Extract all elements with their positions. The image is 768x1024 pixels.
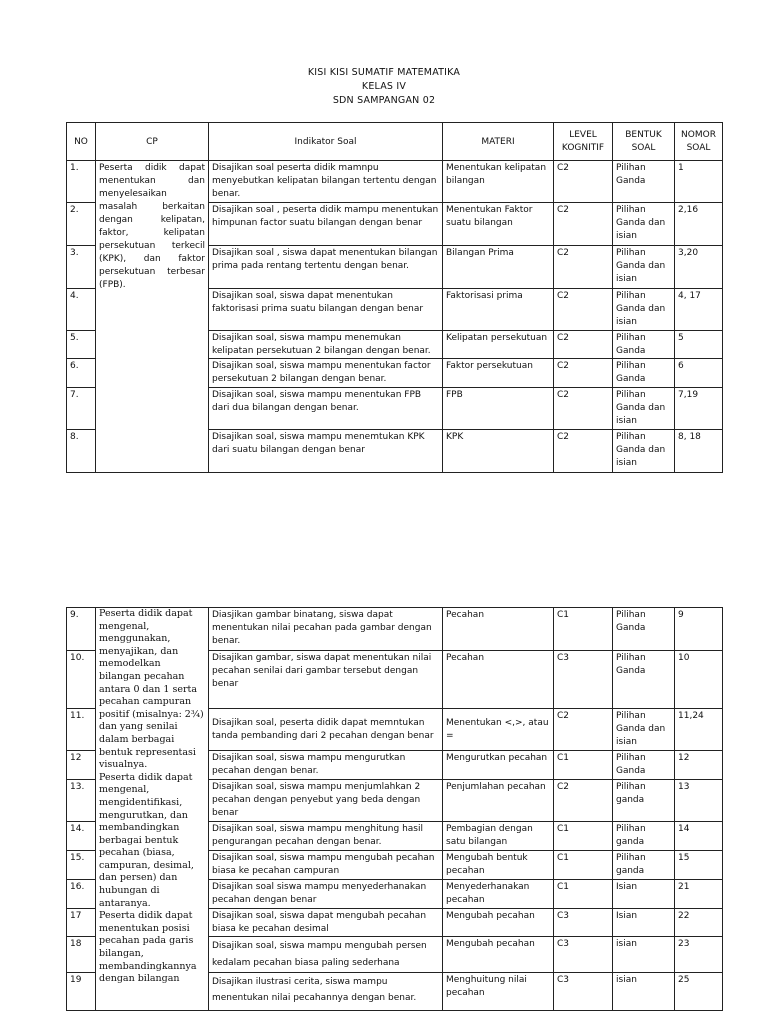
row-nomor: 12 bbox=[675, 751, 723, 780]
row-materi: Faktorisasi prima bbox=[443, 289, 554, 331]
row-indikator: Disajikan soal, siswa mampu menghitung hasil pengurangan pecahan dengan benar. bbox=[209, 822, 443, 851]
row-materi: Menentukan Faktor suatu bilangan bbox=[443, 203, 554, 246]
row-no: 11. bbox=[67, 709, 96, 751]
row-level: C3 bbox=[554, 937, 613, 973]
row-level: C2 bbox=[554, 331, 613, 359]
row-level: C3 bbox=[554, 973, 613, 1011]
row-level: C2 bbox=[554, 709, 613, 751]
row-no: 17 bbox=[67, 909, 96, 937]
row-indikator: Disajikan soal , siswa dapat menentukan bilangan prima pada rentang tertentu dengan benar. bbox=[209, 246, 443, 289]
row-level: C1 bbox=[554, 608, 613, 651]
row-indikator: Disajikan soal, siswa mampu mengubah pecahan biasa ke pecahan campuran bbox=[209, 851, 443, 880]
row-materi: Menghuitung nilai pecahan bbox=[443, 973, 554, 1011]
row-indikator: Disajikan soal, siswa mampu menemukan kelipatan persekutuan 2 bilangan dengan benar. bbox=[209, 331, 443, 359]
row-materi: FPB bbox=[443, 388, 554, 430]
col-header-level: LEVEL KOGNITIF bbox=[554, 123, 613, 161]
row-level: C1 bbox=[554, 751, 613, 780]
row-no: 14. bbox=[67, 822, 96, 851]
row-indikator: Diasjikan gambar binatang, siswa dapat menentukan nilai pecahan pada gambar dengan benar. bbox=[209, 608, 443, 651]
row-no: 6. bbox=[67, 359, 96, 388]
row-level: C2 bbox=[554, 289, 613, 331]
row-bentuk: Isian bbox=[613, 880, 675, 909]
row-bentuk: Pilihan Ganda bbox=[613, 331, 675, 359]
col-header-materi: MATERI bbox=[443, 123, 554, 161]
row-indikator: Disajikan soal, siswa mampu mengurutkan pecahan dengan benar. bbox=[209, 751, 443, 780]
row-materi: Menentukan <,>, atau = bbox=[443, 709, 554, 751]
row-level: C1 bbox=[554, 880, 613, 909]
row-no: 4. bbox=[67, 289, 96, 331]
row-level: C2 bbox=[554, 780, 613, 822]
row-materi: Mengubah pecahan bbox=[443, 909, 554, 937]
grid-table-2 bbox=[66, 607, 723, 1011]
row-bentuk: Pilihan Ganda dan isian bbox=[613, 289, 675, 331]
row-no: 5. bbox=[67, 331, 96, 359]
row-level: C1 bbox=[554, 851, 613, 880]
document-school: SDN SAMPANGAN 02 bbox=[332, 95, 436, 106]
row-materi: Pembagian dengan satu bilangan bbox=[443, 822, 554, 851]
row-indikator: Disajikan soal peserta didik mamnpu menyebutkan kelipatan bilangan tertentu dengan benar. bbox=[209, 161, 443, 203]
row-nomor: 2,16 bbox=[675, 203, 723, 246]
row-nomor: 9 bbox=[675, 608, 723, 651]
col-header-nomor: NOMOR SOAL bbox=[675, 123, 723, 161]
row-nomor: 5 bbox=[675, 331, 723, 359]
row-no: 10. bbox=[67, 651, 96, 709]
row-no: 9. bbox=[67, 608, 96, 651]
row-no: 2. bbox=[67, 203, 96, 246]
row-no: 12 bbox=[67, 751, 96, 780]
row-bentuk: Pilihan Ganda bbox=[613, 608, 675, 651]
row-materi: KPK bbox=[443, 430, 554, 473]
row-nomor: 1 bbox=[675, 161, 723, 203]
row-nomor: 11,24 bbox=[675, 709, 723, 751]
row-bentuk: Pilihan ganda bbox=[613, 780, 675, 822]
row-nomor: 7,19 bbox=[675, 388, 723, 430]
row-indikator: Disajikan soal, siswa mampu mengubah persen kedalam pecahan biasa paling sederhana bbox=[209, 937, 443, 973]
row-materi: Kelipatan persekutuan bbox=[443, 331, 554, 359]
row-nomor: 10 bbox=[675, 651, 723, 709]
row-indikator: Disajikan soal, siswa dapat menentukan faktorisasi prima suatu bilangan dengan benar bbox=[209, 289, 443, 331]
row-level: C3 bbox=[554, 651, 613, 709]
row-bentuk: Pilihan Ganda bbox=[613, 359, 675, 388]
row-level: C2 bbox=[554, 359, 613, 388]
cp-cell: Peserta didik dapat menentukan dan menyelesaikan masalah berkaitan dengan kelipatan, faktor, kelipatan persekutuan terkecil (KPK), dan faktor persekutuan terbesar (FPB). bbox=[96, 161, 209, 473]
row-bentuk: Pilihan ganda bbox=[613, 822, 675, 851]
row-no: 15. bbox=[67, 851, 96, 880]
row-materi: Menyederhanakan pecahan bbox=[443, 880, 554, 909]
row-materi: Mengurutkan pecahan bbox=[443, 751, 554, 780]
row-level: C2 bbox=[554, 246, 613, 289]
cp-text-a: Peserta didik dapat mengenal, menggunakan, menyajikan, dan memodelkan bilangan pecahan antara 0 dan 1 serta pecahan campuran positif (misalnya: 2¾) dan yang senilai dalam berbagai bentuk representasi visualnya. bbox=[99, 608, 204, 771]
row-bentuk: Pilihan ganda bbox=[613, 851, 675, 880]
row-nomor: 14 bbox=[675, 822, 723, 851]
row-materi: Pecahan bbox=[443, 608, 554, 651]
row-materi: Pecahan bbox=[443, 651, 554, 709]
row-nomor: 23 bbox=[675, 937, 723, 973]
row-bentuk: Pilihan Ganda dan isian bbox=[613, 430, 675, 473]
row-indikator: Disajikan soal, siswa mampu menentukan factor persekutuan 2 bilangan dengan benar. bbox=[209, 359, 443, 388]
row-nomor: 3,20 bbox=[675, 246, 723, 289]
row-indikator: Disajikan soal, siswa mampu menentukan FPB dari dua bilangan dengan benar. bbox=[209, 388, 443, 430]
row-no: 19 bbox=[67, 973, 96, 1011]
row-materi: Faktor persekutuan bbox=[443, 359, 554, 388]
table-row bbox=[67, 161, 723, 203]
row-nomor: 21 bbox=[675, 880, 723, 909]
row-no: 8. bbox=[67, 430, 96, 473]
row-level: C2 bbox=[554, 161, 613, 203]
grid-table-1 bbox=[66, 122, 723, 473]
row-level: C1 bbox=[554, 822, 613, 851]
row-no: 1. bbox=[67, 161, 96, 203]
row-materi: Bilangan Prima bbox=[443, 246, 554, 289]
row-indikator: Disajikan soal, siswa dapat mengubah pecahan biasa ke pecahan desimal bbox=[209, 909, 443, 937]
row-bentuk: Pilihan Ganda bbox=[613, 161, 675, 203]
row-nomor: 13 bbox=[675, 780, 723, 822]
row-indikator: Disajikan soal siswa mampu menyederhanakan pecahan dengan benar bbox=[209, 880, 443, 909]
row-materi: Menentukan kelipatan bilangan bbox=[443, 161, 554, 203]
row-bentuk: Pilihan Ganda dan isian bbox=[613, 203, 675, 246]
row-materi: Mengubah bentuk pecahan bbox=[443, 851, 554, 880]
document-title: KISI KISI SUMATIF MATEMATIKA bbox=[307, 67, 461, 78]
cp-text-b: Peserta didik dapat mengenal, mengidentifikasi, mengurutkan, dan membandingkan berbagai bentuk pecahan (biasa, campuran, desimal, dan persen) dan hubungan di antaranya. bbox=[99, 771, 194, 909]
row-level: C3 bbox=[554, 909, 613, 937]
row-materi: Mengubah pecahan bbox=[443, 937, 554, 973]
row-bentuk: isian bbox=[613, 973, 675, 1011]
col-header-no: NO bbox=[67, 123, 96, 161]
row-nomor: 22 bbox=[675, 909, 723, 937]
row-no: 18 bbox=[67, 937, 96, 973]
row-bentuk: Pilihan Ganda bbox=[613, 651, 675, 709]
row-bentuk: Isian bbox=[613, 909, 675, 937]
row-level: C2 bbox=[554, 388, 613, 430]
row-nomor: 6 bbox=[675, 359, 723, 388]
col-header-cp: CP bbox=[96, 123, 209, 161]
row-indikator: Disajikan soal, siswa mampu menjumlahkan 2 pecahan dengan penyebut yang beda dengan benar bbox=[209, 780, 443, 822]
table-header-row bbox=[67, 123, 723, 161]
row-materi: Penjumlahan pecahan bbox=[443, 780, 554, 822]
col-header-indikator: Indikator Soal bbox=[209, 123, 443, 161]
row-bentuk: Pilihan Ganda dan isian bbox=[613, 709, 675, 751]
row-nomor: 15 bbox=[675, 851, 723, 880]
row-indikator: Disajikan ilustrasi cerita, siswa mampu menentukan nilai pecahannya dengan benar. bbox=[209, 973, 443, 1011]
row-bentuk: Pilihan Ganda bbox=[613, 751, 675, 780]
row-indikator: Disajikan soal, peserta didik dapat memntukan tanda pembanding dari 2 pecahan dengan benar bbox=[209, 709, 443, 751]
table-row bbox=[67, 608, 723, 651]
row-no: 7. bbox=[67, 388, 96, 430]
row-indikator: Disajikan gambar, siswa dapat menentukan nilai pecahan senilai dari gambar tersebut dengan benar bbox=[209, 651, 443, 709]
row-indikator: Disajikan soal, siswa mampu menemtukan KPK dari suatu bilangan dengan benar bbox=[209, 430, 443, 473]
row-indikator: Disajikan soal , peserta didik mampu menentukan himpunan factor suatu bilangan dengan benar bbox=[209, 203, 443, 246]
cp-text-c: Peserta didik dapat menentukan posisi pecahan pada garis bilangan, membandingkannya dengan bilangan bbox=[99, 910, 197, 985]
cp-cell bbox=[96, 608, 209, 1011]
row-level: C2 bbox=[554, 203, 613, 246]
document-class: KELAS IV bbox=[361, 81, 407, 92]
row-bentuk: Pilihan Ganda dan isian bbox=[613, 246, 675, 289]
row-no: 3. bbox=[67, 246, 96, 289]
row-bentuk: isian bbox=[613, 937, 675, 973]
row-nomor: 8, 18 bbox=[675, 430, 723, 473]
row-no: 16. bbox=[67, 880, 96, 909]
row-level: C2 bbox=[554, 430, 613, 473]
col-header-bentuk: BENTUK SOAL bbox=[613, 123, 675, 161]
row-bentuk: Pilihan Ganda dan isian bbox=[613, 388, 675, 430]
row-no: 13. bbox=[67, 780, 96, 822]
row-nomor: 4, 17 bbox=[675, 289, 723, 331]
row-nomor: 25 bbox=[675, 973, 723, 1011]
